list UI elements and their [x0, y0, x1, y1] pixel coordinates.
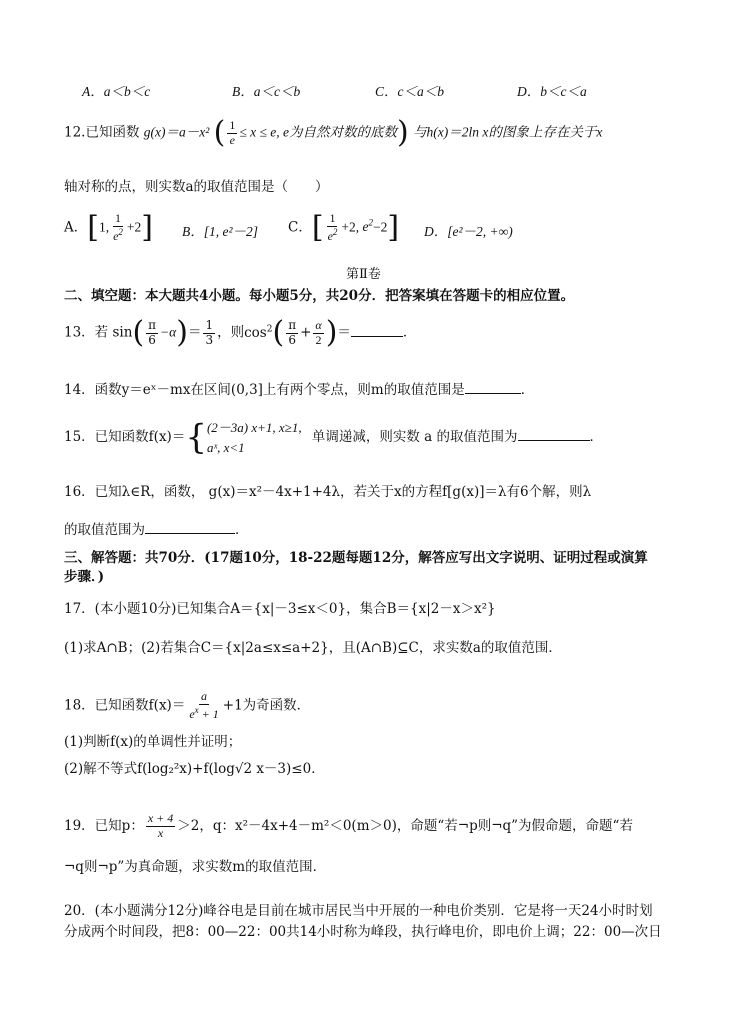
- q18-part-2: (2)解不等式f(log₂²x)+f(log√2 x－3)≤0．: [64, 761, 325, 777]
- q11-choice-b: B．a＜c＜b: [232, 84, 301, 99]
- q14-answer-blank[interactable]: [465, 381, 521, 394]
- q12-choice-a: A．[1, $\frac{1}{e^2}$ +2]: [64, 209, 154, 245]
- q12-cond: ≤ x ≤ e, e为自然对数的底数: [239, 124, 397, 140]
- q19-line2: ¬q则¬p”为真命题，求实数m的取值范围．: [64, 859, 327, 875]
- q17-line1: 17．(本小题10分)已知集合A＝{x|－3≤x＜0}，集合B＝{x|2－x＞x²}: [64, 601, 496, 617]
- q16-answer-blank[interactable]: [145, 521, 235, 534]
- q16-line1: 16．已知λ∈R，函数， g(x)＝x²－4x+1+4λ，若关于x的方程f[g(x)]＝λ有6个解，则λ: [64, 484, 592, 500]
- q15: 15．已知函数f(x)＝{ (2－3a) x+1, x≥1, aˣ, x<1 单调递减，则实数 a 的取值范围为 ．: [64, 417, 604, 458]
- q12-choice-b: B．[1, e²－2]: [182, 224, 259, 239]
- q11-choice-a: A．a＜b＜c: [82, 84, 151, 99]
- q19-line1: 19．已知p： $\frac{x + 4}{x}$ ＞2，q：x²－4x+4－m²＜0(m＞0)，命题“若¬p则¬q”为假命题，命题“若: [64, 811, 633, 840]
- q11-choice-c: C．c＜a＜b: [375, 84, 444, 99]
- q16-line2: 的取值范围为 ．: [64, 522, 249, 538]
- q12-prefix: 12.已知函数: [64, 124, 140, 141]
- q12-line1: 12.已知函数 g(x)＝a－x² ( $\frac{1}{e}$ ≤ x ≤ e, e为自然对数的底数) 与h(x)＝2ln x的图象上存在关于x: [64, 115, 603, 150]
- q15-case-1: (2－3a) x+1, x≥1,: [206, 420, 302, 435]
- section-2-heading: 二、填空题：本大题共4小题。每小题5分，共20分．把答案填在答题卡的相应位置。: [64, 288, 575, 304]
- q15-case-2: aˣ, x<1: [206, 439, 245, 455]
- q12-func: g(x)＝a－x²: [143, 124, 210, 140]
- q15-answer-blank[interactable]: [518, 428, 590, 441]
- q17-line2: (1)求A∩B；(2)若集合C＝{x|2a≤x≤a+2}，且(A∩B)⊆C，求实数a的取值范围．: [64, 640, 562, 656]
- q18-part-1: (1)判断f(x)的单调性并证明；: [64, 734, 242, 750]
- volume-ii-title: 第Ⅱ卷: [346, 267, 381, 282]
- q12-choice-c: C．[ $\frac{1}{e^2}$ +2, $e^2-2$]: [288, 209, 400, 245]
- q13: 13．若 sin( $\frac{\pi}{6}$ −α)＝ $\frac{1}{3}$ ，则$\cos^2$( $\frac{\pi}{6}$ + $\frac{\alpha}{2}$ )＝ ．: [64, 315, 417, 350]
- q11-choice-d: D．b＜c＜a: [517, 84, 587, 99]
- q12-choice-d: D．[e²－2, +∞): [424, 224, 513, 239]
- q18-line1: 18．已知函数f(x)＝ $\frac{a}{e^x + 1}$ +1为奇函数．: [64, 689, 311, 721]
- q13-answer-blank[interactable]: [351, 324, 403, 337]
- q20-line2: 分成两个时间段，把8：00—22：00共14小时称为峰段，执行峰电价，即电价上调；22：00—次日: [64, 924, 662, 940]
- q12-line2: 轴对称的点，则实数a的取值范围是（ ）: [64, 179, 329, 195]
- q12-mid: 与h(x)＝2ln x的图象上存在关于x: [413, 124, 603, 140]
- q14: 14．函数y＝eˣ－mx在区间(0,3]上有两个零点，则m的取值范围是 ．: [64, 382, 535, 398]
- q20-line1: 20．(本小题满分12分)峰谷电是目前在城市居民当中开展的一种电价类别．它是将一天24小时时划: [64, 903, 653, 919]
- section-3-heading-line1: 三、解答题：共70分．(17题10分，18-22题每题12分，解答应写出文字说明、证明过程或演算: [64, 550, 648, 566]
- section-3-heading-line2: 步骤．): [64, 569, 105, 585]
